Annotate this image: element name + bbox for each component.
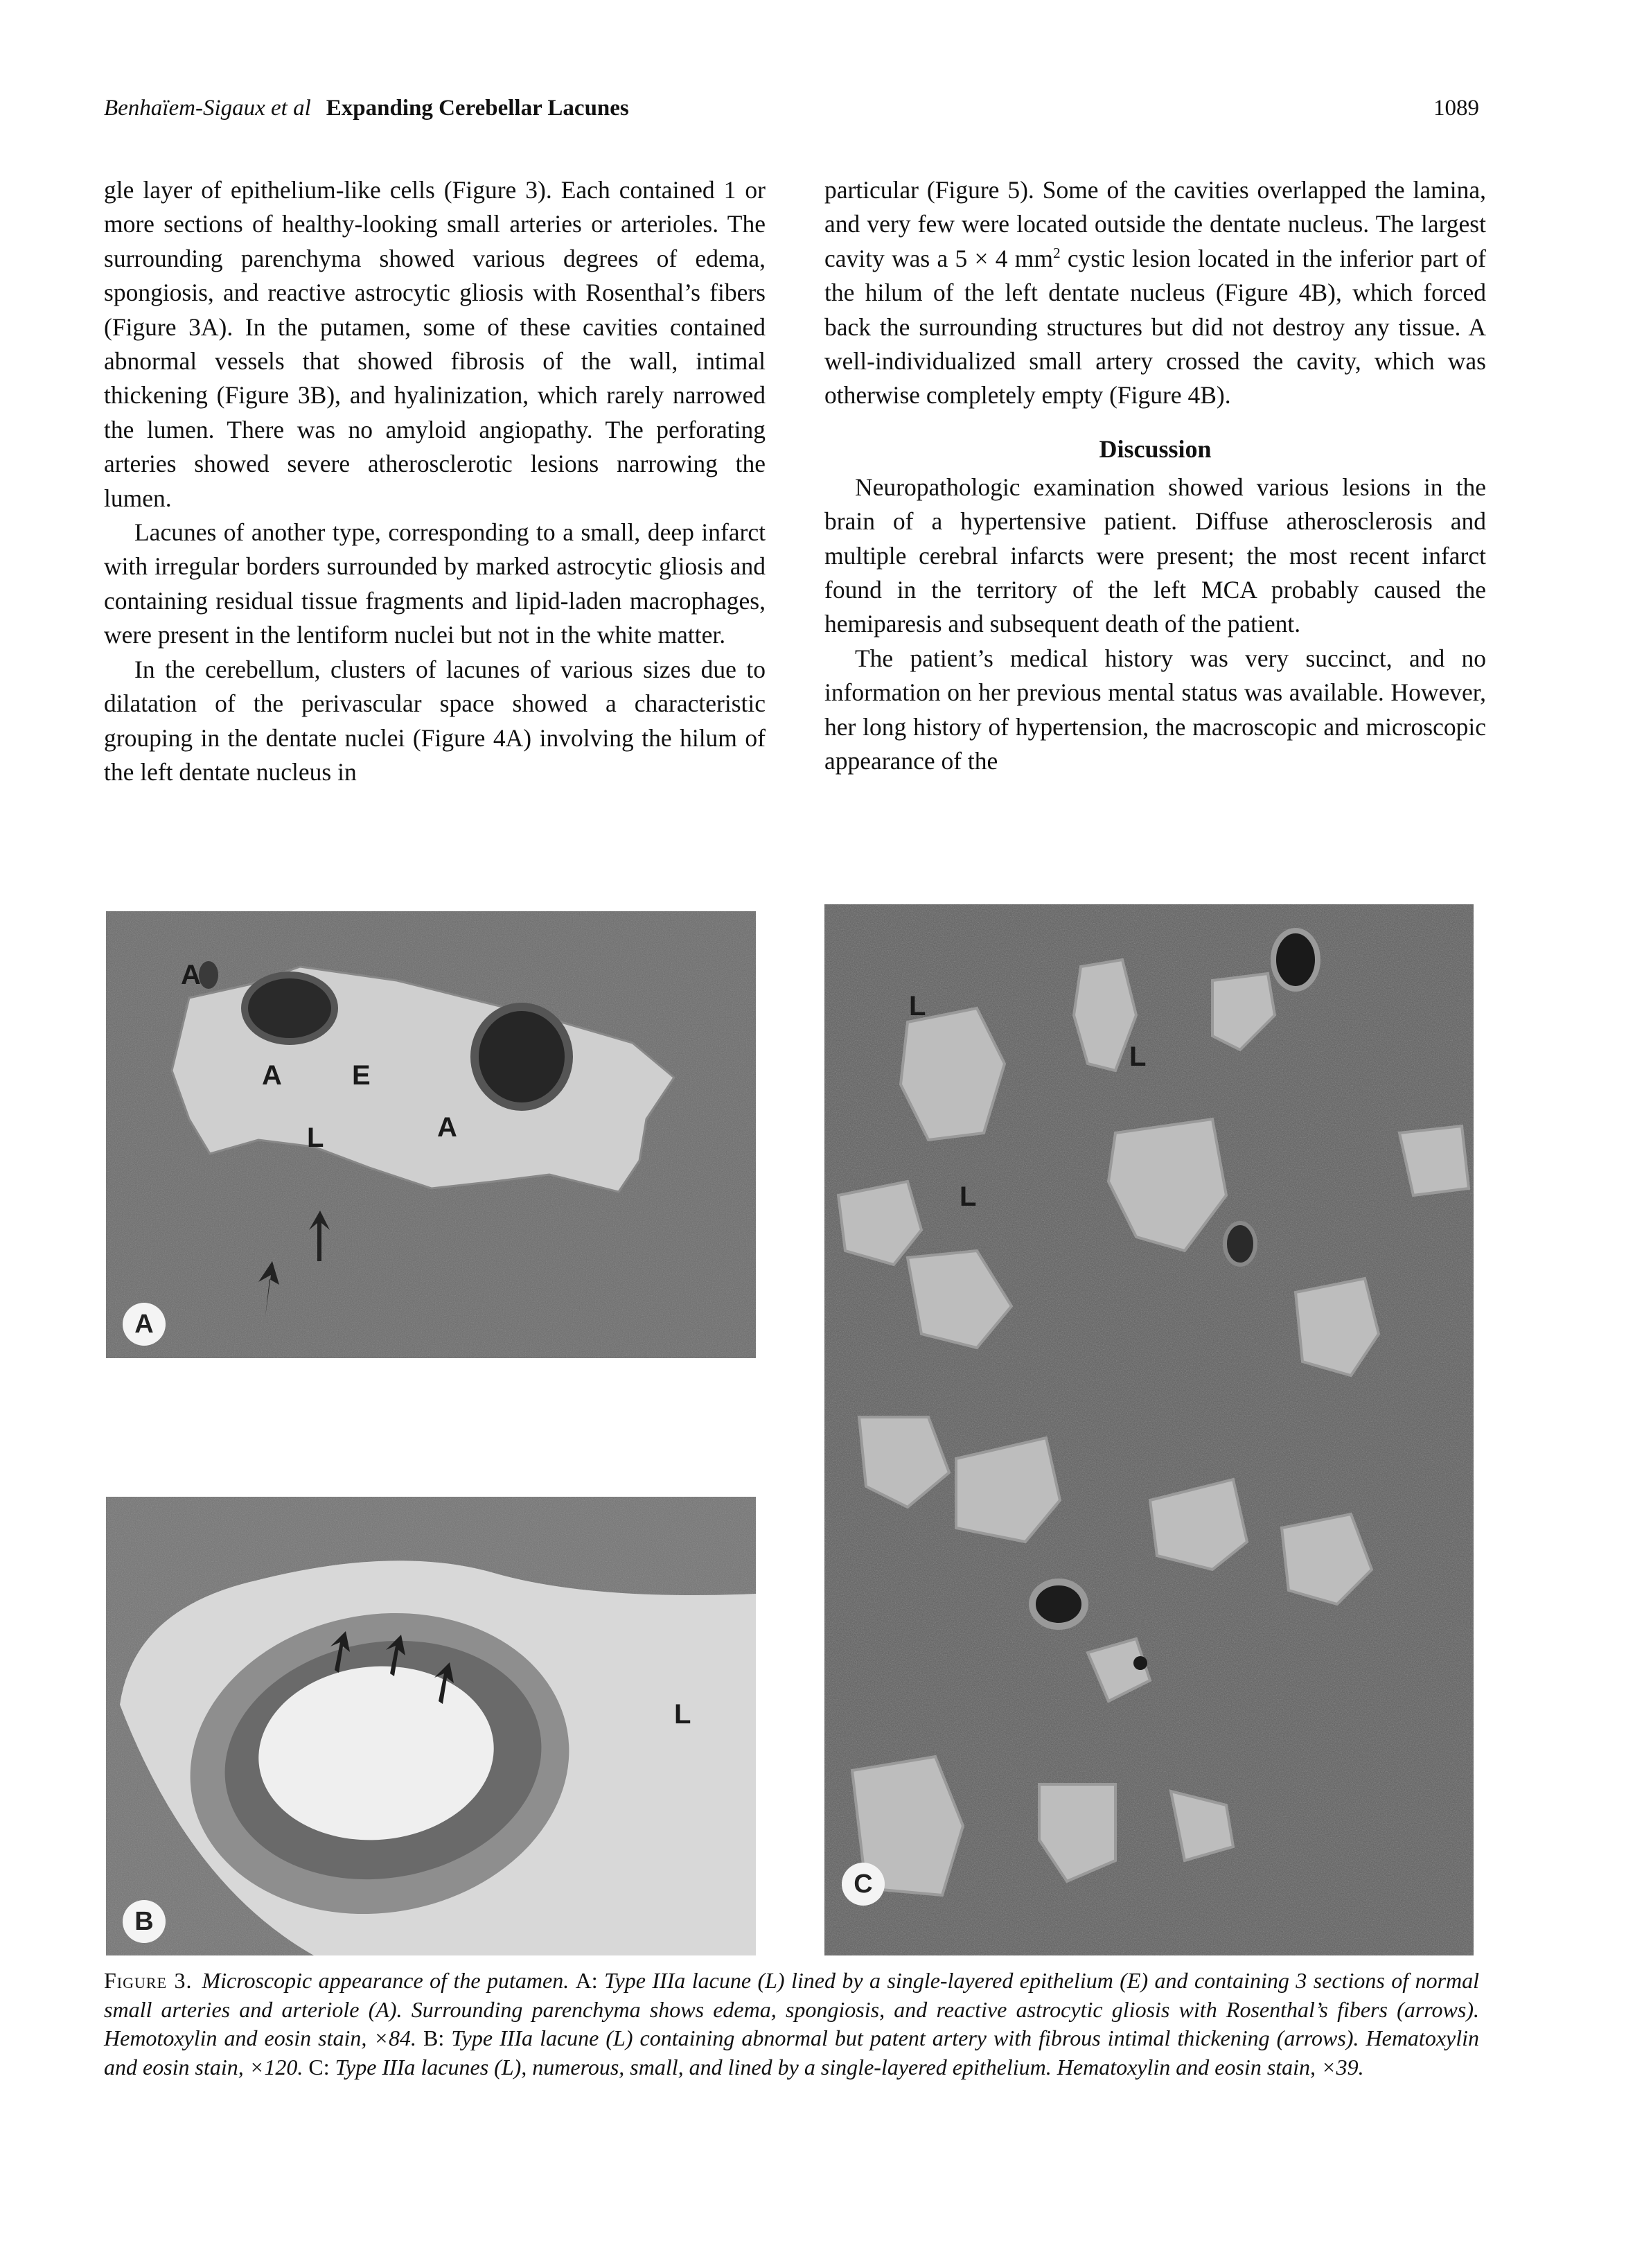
figure-caption [104, 1967, 1479, 2082]
annotation-label: A [262, 1060, 282, 1091]
annotation-label: L [1129, 1041, 1147, 1072]
running-head-authors: Benhaïem-Sigaux et al [104, 96, 311, 121]
right-column [824, 173, 1486, 779]
micrograph-a [106, 911, 756, 1358]
panel-badge-a: A [123, 1303, 166, 1346]
panel-badge-b: B [123, 1900, 166, 1943]
arteriole-section [199, 961, 218, 989]
vessel-section [1225, 1223, 1255, 1265]
vessel-section [1133, 1656, 1147, 1670]
annotation-label: A [437, 1112, 457, 1143]
artery-section [475, 1007, 569, 1107]
caption-key-a: A: [575, 1968, 605, 1993]
caption-key-c: C: [308, 2054, 335, 2080]
caption-key-b: B: [423, 2025, 452, 2050]
artery-section [245, 975, 335, 1041]
body-paragraph [824, 173, 1486, 413]
caption-text: Type IIIa lacune (L) lined by a single-layered epithelium (E) and containing 3 sections of normal small arteries and arteriole (A). Surrounding parenchyma shows edema, spongiosis, and reactive astrocytic gliosis with Rosenthal’s fibers (arrows). Hemotoxylin and eosin stain, ×84. [104, 1968, 1480, 2050]
body-text: particular (Figure 5). Some of the cavities overlapped the lamina, and very few were located outside the dentate nucleus. The largest cavity was a 5 × 4 mm [824, 176, 1486, 272]
page-number: 1089 [1433, 96, 1479, 121]
figure-label: Figure 3. [104, 1968, 193, 1993]
left-column [104, 173, 766, 789]
figure-panel-b [106, 1497, 756, 1955]
body-paragraph: In the cerebellum, clusters of lacunes of various sizes due to dilatation of the perivascular space showed a characteristic grouping in the dentate nuclei (Figure 4A) involving the hilum of the left dentate nucleus in [104, 655, 766, 786]
micrograph-c [824, 904, 1474, 1955]
annotation-label: L [960, 1181, 977, 1212]
annotation-label: L [307, 1123, 324, 1153]
annotation-label: L [674, 1699, 691, 1730]
body-paragraph: The patient’s medical history was very succinct, and no information on her previous mental status was available. However, her long history of hypertension, the macroscopic and microscopic appearance of the [824, 644, 1486, 775]
running-head [104, 96, 1479, 130]
body-paragraph: Neuropathologic examination showed various lesions in the brain of a hypertensive patient. Diffuse atherosclerosis and multiple cerebral infarcts were present; the most recent infarct found in the territory of the left MCA probably caused the hemiparesis and subsequent death of the patient. [824, 473, 1486, 638]
annotation-label: E [352, 1060, 371, 1091]
caption-text: Type IIIa lacune (L) containing abnormal but patent artery with fibrous intimal thickening (arrows). Hematoxylin and eosin stain, ×120. [104, 2025, 1480, 2080]
vessel-section [1273, 931, 1318, 989]
running-head-title: Expanding Cerebellar Lacunes [326, 96, 629, 121]
annotation-label: A [181, 960, 201, 990]
panel-badge-c: C [842, 1863, 885, 1906]
body-text: cystic lesion located in the inferior part of the hilum of the left dentate nucleus (Figure 4B), which forced back the surrounding structures but did not destroy any tissue. A well-individualized small artery crossed the cavity, which was otherwise completely empty (Figure 4B). [824, 244, 1487, 410]
annotation-label: L [909, 991, 926, 1021]
superscript: 2 [1053, 244, 1061, 261]
body-paragraph: Lacunes of another type, corresponding to a small, deep infarct with irregular borders surrounded by marked astrocytic gliosis and containing residual tissue fragments and lipid-laden macrophages, were present in the lentiform nuclei but not in the white matter. [104, 518, 766, 649]
caption-text: Type IIIa lacunes (L), numerous, small, and lined by a single-layered epithelium. Hematoxylin and eosin stain, ×39. [335, 2054, 1364, 2080]
caption-text: Microscopic appearance of the putamen. [202, 1968, 576, 1993]
body-paragraph: gle layer of epithelium-like cells (Figure 3). Each contained 1 or more sections of healthy-looking small arteries or arterioles. The surrounding parenchyma showed various degrees of edema, spongiosis, and reactive astrocytic gliosis with Rosenthal’s fibers (Figure 3A). In the putamen, some of these cavities contained abnormal vessels that showed fibrosis of the wall, intimal thickening (Figure 3B), and hyalinization, which rarely narrowed the lumen. There was no amyloid angiopathy. The perforating arteries showed severe atherosclerotic lesions narrowing the lumen. [104, 176, 766, 512]
figure-panel-a [106, 911, 756, 1358]
micrograph-b [106, 1497, 756, 1955]
section-heading-discussion: Discussion [1099, 434, 1212, 463]
vessel-section [1032, 1582, 1085, 1626]
figure-panel-c [824, 904, 1474, 1955]
